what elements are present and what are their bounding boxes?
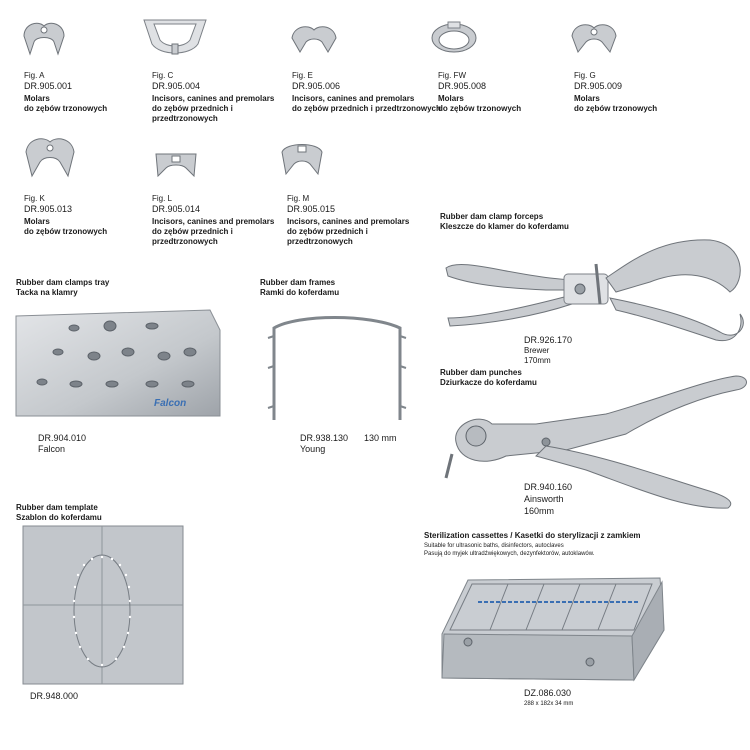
clamp-k-fig: Fig. K: [24, 194, 45, 203]
forceps-code: DR.926.170: [524, 335, 573, 345]
clamp-c-desc1: Incisors, canines and premolars: [152, 94, 275, 103]
clamp-k-desc2: do zębów trzonowych: [24, 227, 108, 236]
clamp-l-desc3: przedtrzonowych: [152, 237, 218, 246]
cassette-size: 288 x 182x 34 mm: [524, 701, 574, 707]
cassette-line1: Suitable for ultrasonic baths, disinfectors, autoclaves: [424, 543, 564, 549]
clamp-e-fig: Fig. E: [292, 71, 313, 80]
clamp-l-desc1: Incisors, canines and premolars: [152, 217, 275, 226]
clamp-e-image: [288, 20, 340, 62]
clamp-fw-fig: Fig. FW: [438, 71, 466, 80]
clamp-k-code: DR.905.013: [24, 204, 73, 214]
clamp-e-code: DR.905.006: [292, 81, 341, 91]
sterilization-cassette-image: [438, 574, 668, 684]
clamp-c-image: [140, 14, 210, 64]
frames-title: Rubber dam frames: [260, 278, 336, 287]
clamp-l-desc2: do zębów przednich i: [152, 227, 233, 236]
template-title: Rubber dam template: [16, 503, 98, 512]
clamp-m-fig: Fig. M: [287, 194, 310, 203]
clamp-m-code: DR.905.015: [287, 204, 336, 214]
clamp-l-code: DR.905.014: [152, 204, 201, 214]
dam-frame-image: [258, 308, 418, 424]
clamp-g-desc1: Molars: [574, 94, 600, 103]
clamp-k-image: [22, 132, 78, 186]
clamp-m-desc1: Incisors, canines and premolars: [287, 217, 410, 226]
clamp-e-desc2: do zębów przednich i przedtrzonowych: [292, 104, 441, 113]
punches-code: DR.940.160: [524, 482, 573, 492]
tray-subtitle: Tacka na klamry: [16, 288, 78, 297]
punches-title: Rubber dam punches: [440, 368, 522, 377]
clamp-a-code: DR.905.001: [24, 81, 73, 91]
cassette-title: Sterilization cassettes / Kasetki do sterylizacji z zamkiem: [424, 531, 641, 540]
clamp-m-desc2: do zębów przednich i: [287, 227, 368, 236]
clamp-c-desc3: przedtrzonowych: [152, 114, 218, 123]
clamp-g-code: DR.905.009: [574, 81, 623, 91]
forceps-name: Brewer: [524, 346, 550, 355]
frames-code: DR.938.130: [300, 433, 349, 443]
forceps-size: 170mm: [524, 356, 551, 365]
frames-size: 130 mm: [364, 433, 397, 443]
punches-size: 160mm: [524, 506, 555, 516]
clamp-a-image: [18, 14, 68, 64]
dam-template-image: [22, 525, 184, 685]
clamp-fw-desc2: do zębów trzonowych: [438, 104, 522, 113]
clamp-c-fig: Fig. C: [152, 71, 174, 80]
clamp-m-desc3: przedtrzonowych: [287, 237, 353, 246]
clamps-tray-image: [14, 306, 224, 418]
clamp-fw-code: DR.905.008: [438, 81, 487, 91]
frames-subtitle: Ramki do koferdamu: [260, 288, 340, 297]
clamp-a-desc2: do zębów trzonowych: [24, 104, 108, 113]
clamp-a-fig: Fig. A: [24, 71, 45, 80]
forceps-subtitle: Kleszcze do klamer do koferdamu: [440, 222, 569, 231]
tray-brand: Falcon: [38, 444, 66, 454]
clamp-fw-desc1: Molars: [438, 94, 464, 103]
clamp-forceps-image: [440, 232, 748, 358]
clamp-c-code: DR.905.004: [152, 81, 201, 91]
template-code: DR.948.000: [30, 691, 79, 701]
clamp-m-image: [278, 140, 326, 184]
tray-code: DR.904.010: [38, 433, 87, 443]
clamp-g-fig: Fig. G: [574, 71, 596, 80]
falcon-logo: Falcon: [154, 398, 187, 409]
clamp-g-desc2: do zębów trzonowych: [574, 104, 658, 113]
clamp-a-desc1: Molars: [24, 94, 50, 103]
tray-title: Rubber dam clamps tray: [16, 278, 110, 287]
clamp-l-fig: Fig. L: [152, 194, 173, 203]
clamp-l-image: [152, 144, 200, 184]
clamp-e-desc1: Incisors, canines and premolars: [292, 94, 415, 103]
punches-subtitle: Dziurkacze do koferdamu: [440, 378, 537, 387]
cassette-line2: Pasują do myjek ultradźwiękowych, dezynfektorów, autoklawów.: [424, 551, 595, 557]
frames-name: Young: [300, 444, 326, 454]
punches-name: Ainsworth: [524, 494, 564, 504]
template-subtitle: Szablon do koferdamu: [16, 513, 102, 522]
clamp-fw-image: [428, 18, 480, 64]
cassette-code: DZ.086.030: [524, 688, 572, 698]
dam-punch-image: [436, 370, 748, 516]
clamp-k-desc1: Molars: [24, 217, 50, 226]
forceps-title: Rubber dam clamp forceps: [440, 212, 544, 221]
clamp-c-desc2: do zębów przednich i: [152, 104, 233, 113]
clamp-g-image: [568, 18, 620, 62]
